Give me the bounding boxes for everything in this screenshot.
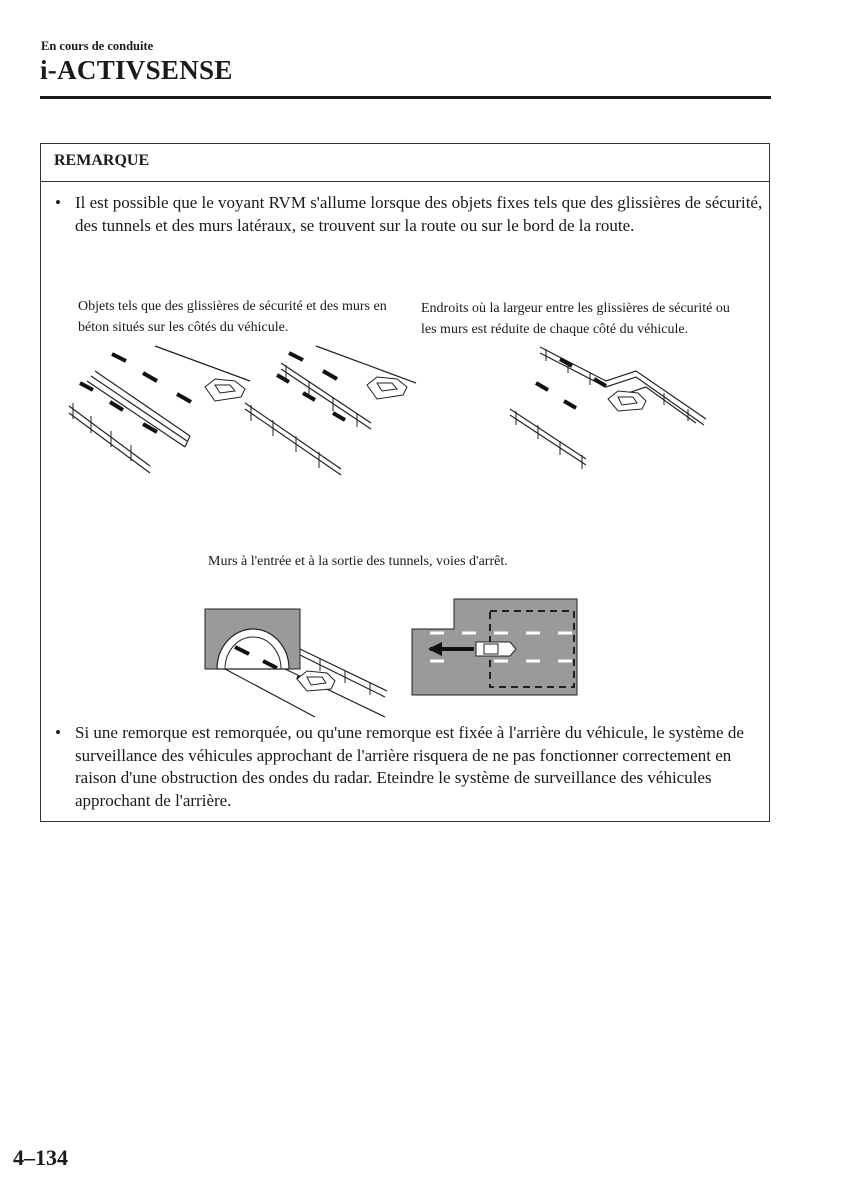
- section-label: En cours de conduite: [41, 39, 154, 53]
- tunnel-entrance-illustration: [205, 609, 395, 724]
- note-heading: REMARQUE: [54, 152, 150, 169]
- note-header: [41, 144, 769, 182]
- caption-side-barriers: Objets tels que des glissières de sécurité et des murs en béton situés sur les côtés du véhicule.: [78, 299, 387, 335]
- stopping-lane-illustration: [412, 599, 577, 699]
- road-guardrails-illustration: [241, 341, 421, 471]
- note-bullet-text: Il est possible que le voyant RVM s'allume lorsque des objets fixes tels que des glissières de sécurité, des tunnels et des murs latéraux, se trouvent sur la route ou sur le bord de la route.: [75, 193, 763, 235]
- road-narrowing-illustration: [496, 341, 711, 471]
- note-bullet-1: [55, 192, 765, 237]
- note-bullet-text: Si une remorque est remorquée, ou qu'une remorque est fixée à l'arrière du véhicule, le système de surveillance des véhicules approchant de l'arrière risquera de ne pas fonctionner correctement en raison d'une obstruction des ondes du radar. Eteindre le système de surveillance des véhicules approchant de l'arrière.: [75, 723, 744, 810]
- caption-narrowing: Endroits où la largeur entre les glissières de sécurité ou les murs est réduite de chaque côté du véhicule.: [421, 301, 730, 337]
- bullet-marker: •: [55, 723, 61, 742]
- note-box: [40, 143, 770, 822]
- bullet-marker: •: [55, 193, 61, 212]
- page-title: i-ACTIVSENSE: [40, 55, 233, 85]
- note-bullet-2: [55, 722, 765, 812]
- title-rule: [40, 96, 771, 99]
- page-number: 4–134: [13, 1145, 68, 1170]
- caption-tunnels: Murs à l'entrée et à la sortie des tunnels, voies d'arrêt.: [208, 554, 508, 569]
- road-concrete-wall-illustration: [65, 341, 255, 471]
